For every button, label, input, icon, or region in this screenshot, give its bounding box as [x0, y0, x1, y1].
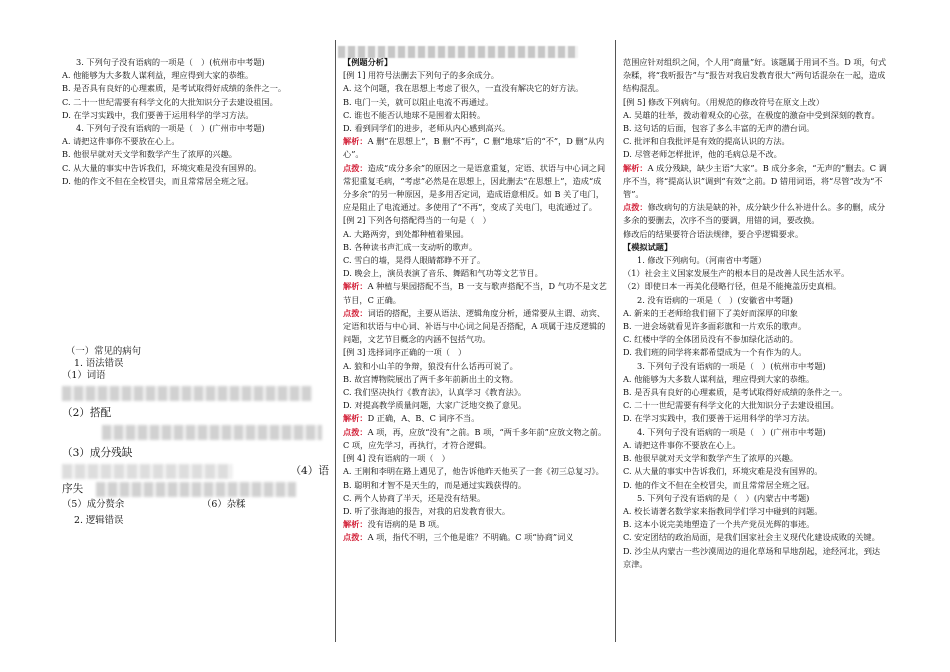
hint: [343, 162, 609, 215]
outline-item: （6）杂糅: [202, 499, 246, 511]
example-stem: [例 2] 下列各句搭配得当的一句是（ ）: [343, 215, 491, 226]
analysis: [343, 280, 609, 306]
analysis-label: 解析：: [623, 162, 648, 173]
option: B. 这本小说完美地塑造了一个共产党员光辉的事迹。: [623, 519, 815, 530]
option: B. 他很早就对天文学和数学产生了浓厚的兴趣。: [623, 453, 798, 464]
analysis: [623, 162, 888, 202]
option: C. 谁也不能否认地球不是围着太阳转。: [343, 109, 486, 120]
watermark-row: [62, 462, 329, 480]
outline-logic: 2. 逻辑错误: [74, 515, 124, 527]
option: A. 校长请著名数学家来指教同学们学习中碰到的问题。: [623, 505, 823, 516]
option: B. 聪明和才智不是天生的，而是通过实践获得的。: [343, 479, 527, 490]
hint-text: 造成“成分多余”的原因之一是语意重复，定语、状语与中心词之间常犯重复毛病，“考虑”必然是在思想上，因此删去“在思想上”，造成“成分多余”的另一种原因，是多用否定词，造成语意相反。如 B 关了电门，应是阻止了电流通过。多使用了“不再”，变成了关电门，电流通过了。: [343, 162, 606, 213]
watermark-blur: [96, 482, 296, 497]
blank-space: [62, 188, 329, 346]
watermark-row: [62, 382, 329, 404]
analysis-text: A 成分残缺，缺少主语“大家”。B 成分多余，“无声的”删去。C 调序不当，将“提高认识”调到“有效”之前。D 错用词语，将“尽管”改为“不管”。: [623, 162, 887, 200]
option: C. 红楼中学的全体团员没有不参加绿化活动的。: [623, 334, 798, 345]
question-stem: 4. 下列句子没有语病的一项是（ ）(广州市中考题): [76, 123, 265, 134]
option: D. 看到同学们的进步，老师从内心感到高兴。: [343, 123, 511, 134]
example-stem: [例 3] 选择词序正确的一项（ ）: [343, 347, 467, 358]
sub-item: （1）社会主义国家发展生产的根本目的是改善人民生活水平。: [623, 268, 850, 279]
hint-continued: 范围应针对组织之间，个人用“商量”好。该题属于用词不当。D 项，句式杂糅，将“我听报告”与“报告对我启发教育很大”两句话混杂在一起，造成结构混乱。: [623, 57, 887, 94]
outline-item-continued: 序失: [62, 483, 84, 496]
option: C. 二十一世纪需要有科学文化的大批知识分子去建设祖国。: [62, 96, 278, 107]
question-stem: 3. 下列句子没有语病的一项是（ ）(杭州市中考题): [76, 57, 265, 67]
hint: [623, 201, 888, 227]
outline-row: [62, 498, 329, 514]
question-stem: 3. 下列句子没有语病的一项是（ ）(杭州市中考题): [637, 360, 826, 371]
option: C. 雪白的墙，晃得人眼睛都睁不开了。: [343, 255, 486, 266]
outline-item: （5）成分赘余: [62, 499, 125, 511]
hint-text: A 项，指代不明，三个他是谁？不明确。C 项“协商”词义: [367, 532, 574, 543]
outline-item: （4）语: [290, 465, 329, 478]
question-stem: 4. 下列句子没有语病的一项是（ ）(广州市中考题): [637, 426, 826, 437]
option: D. 听了张海迪的报告，对我的启发教育很大。: [343, 505, 511, 516]
analysis-text: D 正确，A、B、C 词序不当。: [367, 413, 480, 424]
watermark-blur: [62, 386, 312, 401]
option: B. 是否具有良好的心理素质，是考试取得好成绩的条件之一。: [623, 387, 848, 398]
outline-item: （3）成分残缺: [62, 447, 133, 460]
option: C. 批评和自我批评是有效的提高认识的方法。: [623, 136, 790, 147]
option: B. 这句话的后面，包容了多么丰富的无声的潜台词。: [623, 123, 815, 134]
question-stem: 2. 没有语病的一项是（ ）(安徽省中考题): [637, 294, 793, 305]
hint-label: 点拨：: [343, 532, 368, 543]
option: A. 他能够为大多数人谋利益，理应得到大家的恭维。: [62, 70, 254, 81]
column-middle: [335, 0, 615, 672]
outline-item: （1）词语: [62, 370, 106, 382]
option: D. 沙尘从内蒙古一些沙漠周边的退化草场和旱地刮起，途经河北，到达京津。: [623, 545, 881, 569]
column-left: [0, 0, 335, 672]
section-title: 【例题分析】: [343, 57, 393, 67]
outline-item: （2）搭配: [62, 407, 112, 420]
option: A. 新来的王老师给我们留下了美好而深厚的印象: [623, 307, 798, 318]
analysis-text: A 删“在思想上”，B 删“不再”，C 删“地球”后的“不”，D 删“从内心”。: [343, 136, 605, 160]
analysis-text: 没有语病的是 B 项。: [367, 519, 445, 530]
hint: [343, 307, 609, 347]
option: D. 他的作文不但在全校冒尖，而且常常居全班之冠。: [623, 479, 815, 490]
option: A. 王刚和李明在路上遇见了，他告诉他昨天他买了一套《初三总复习》。: [343, 466, 604, 477]
option: A. 他能够为大多数人谋利益，理应得到大家的恭维。: [623, 373, 815, 384]
option: C. 从大量的事实中告诉我们，环境灾难是没有国界的。: [623, 466, 823, 477]
option: A. 请把这件事你不要放在心上。: [62, 136, 180, 147]
hint-text: 修改病句的方法是缺的补，成分缺少什么补进什么。多的删，成分多余的要删去，次序不当的要调，用错的词，要改换。: [623, 202, 886, 226]
section-title: 【模拟试题】: [623, 241, 673, 252]
question-stem: 5. 下列句子没有语病的是（ ）(内蒙古中考题): [637, 492, 810, 503]
option: B. 他很早就对天文学和数学产生了浓厚的兴趣。: [62, 149, 237, 160]
analysis-label: 解析：: [343, 281, 368, 292]
option: B. 是否具有良好的心理素质，是考试取得好成绩的条件之一。: [62, 83, 287, 94]
example-stem: [例 5] 修改下列病句。（用规范的修改符号在原文上改）: [623, 96, 825, 107]
hint-label: 点拨：: [623, 202, 648, 213]
watermark-row: [62, 422, 329, 444]
option: A. 大路两旁，到处都种植着果园。: [343, 228, 469, 239]
analysis-label: 解析：: [343, 413, 368, 424]
analysis-text: A 种植与果园搭配不当，B 一支与歌声搭配不当，D 气功不是文艺节目，C 正确。: [343, 281, 607, 305]
option: D. 在学习实践中，我们要善于运用科学的学习方法。: [623, 413, 815, 424]
hint-text: 词语的搭配，主要从语法、逻辑角度分析，通常要从主谓、动宾、定语和状语与中心词、补语与中心词之间是否搭配，A 项属于违反逻辑的问题，文艺节目概念的内涵不包括气功。: [343, 307, 606, 345]
outline-heading: （一）常见的病句: [66, 346, 142, 358]
option: C. 两个人协商了半天，还是没有结果。: [343, 492, 486, 503]
option: D. 我们班的同学将来都希望成为一个有作为的人。: [623, 347, 807, 358]
analysis: [343, 412, 609, 425]
analysis: [343, 518, 609, 531]
question-stem: 1. 修改下列病句。（河南省中考题）: [637, 255, 767, 266]
outline-grammar: 1. 语法错误: [74, 358, 124, 370]
note: 修改后的结果要符合语法规律，要合乎逻辑要求。: [623, 228, 804, 239]
hint-text: A 项，再，应放“没有”之前。B 项，“两千多年前”应放文物之前。C 项，应先学习，再执行，才符合逻辑。: [343, 426, 607, 450]
option: B. 故宫博物院展出了两千多年前新出土的文物。: [343, 373, 518, 384]
option: A. 吴雄的壮举，拨动着观众的心弦，在极度的激奋中受到深刻的教育。: [623, 109, 880, 120]
option: D. 他的作文不但在全校冒尖，而且常常居全班之冠。: [62, 175, 254, 186]
option: A. 请把这件事你不要放在心上。: [623, 439, 741, 450]
option: D. 晚会上，演员表演了音乐、舞蹈和气功等文艺节目。: [343, 268, 543, 279]
hint-label: 点拨：: [343, 307, 368, 318]
hint: [343, 426, 609, 452]
analysis: [343, 135, 609, 161]
option: D. 对提高教学质量问题，大家广泛地交换了意见。: [343, 400, 527, 411]
watermark-blur: [62, 464, 232, 479]
analysis-label: 解析：: [343, 136, 368, 147]
option: B. 一进会场就看见许多面彩旗和一片欢乐的歌声。: [623, 321, 807, 332]
option: C. 从大量的事实中告诉我们，环境灾难是没有国界的。: [62, 162, 262, 173]
option: C. 安定团结的政治局面，是我们国家社会主义现代化建设成败的关键。: [623, 532, 880, 543]
option: C. 我们坚决执行《教育法》，认真学习《教育法》。: [343, 387, 527, 398]
watermark-row: [62, 480, 329, 498]
hint-label: 点拨：: [343, 426, 368, 437]
option: D. 在学习实践中，我们要善于运用科学的学习方法。: [62, 109, 254, 120]
option: B. 各种读书声汇成一支动听的歌声。: [343, 241, 478, 252]
watermark-blur: [102, 425, 322, 440]
option: B. 电门一关，就可以阻止电流不再通过。: [343, 96, 494, 107]
option: C. 二十一世纪需要有科学文化的大批知识分子去建设祖国。: [623, 400, 839, 411]
analysis-label: 解析：: [343, 519, 368, 530]
sub-item: （2）即使日本一再美化侵略行径，但是不能掩盖历史真相。: [623, 281, 842, 292]
option: A. 这个问题，我在思想上考虑了很久，一直没有解决它的好方法。: [343, 83, 584, 94]
option: D. 尽管老师怎样批评，他的毛病总是不改。: [623, 149, 782, 160]
hint-label: 点拨：: [343, 162, 368, 173]
example-stem: [例 1] 用符号法删去下列句子的多余成分。: [343, 70, 499, 81]
option: A. 狼和小山羊的争辩，狼没有什么话再可说了。: [343, 360, 518, 371]
hint: [343, 531, 609, 544]
column-right: [615, 0, 950, 672]
example-stem: [例 4] 没有语病的一项（ ）: [343, 453, 450, 464]
